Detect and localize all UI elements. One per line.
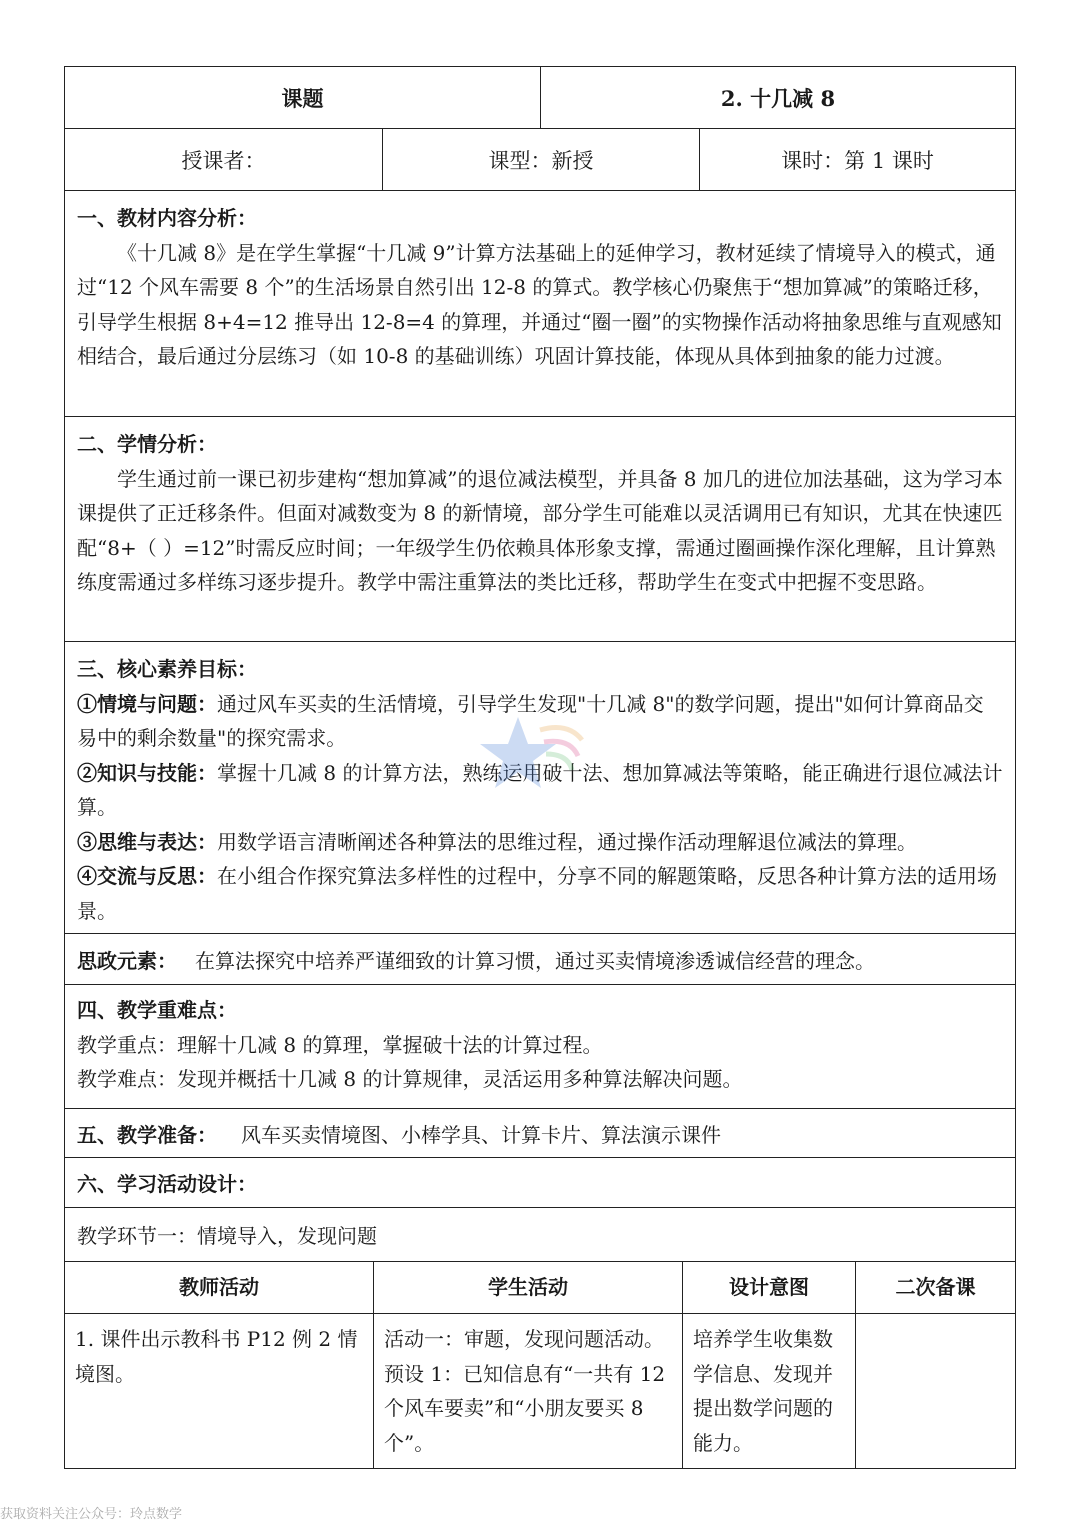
section5-title: 五、教学准备： — [77, 1122, 217, 1147]
meta-row — [64, 129, 1016, 191]
section6-title: 六、学习活动设计： — [77, 1172, 257, 1196]
goal-label: ①情境与问题： — [77, 691, 217, 716]
col-teacher-activity: 教师活动 — [179, 1275, 259, 1300]
stage-row — [64, 1208, 1016, 1262]
teacher-label: 授课者： — [181, 148, 266, 173]
second-prep-cell — [855, 1314, 1015, 1468]
stage-title: 教学环节一：情境导入，发现问题 — [77, 1224, 377, 1248]
section4-title: 四、教学重难点： — [77, 998, 237, 1022]
teacher-activity-cell: 1. 课件出示教科书 P12 例 2 情境图。 — [75, 1327, 358, 1386]
section3-title: 三、核心素养目标： — [77, 657, 257, 681]
col-design-intent: 设计意图 — [682, 1262, 855, 1313]
goal-text: 在小组合作探究算法多样性的过程中，分享不同的解题策略，反思各种计算方法的适用场景。 — [77, 864, 997, 923]
topic-label: 课题 — [281, 85, 324, 111]
goal-label: ③思维与表达： — [77, 829, 217, 854]
footer-note: 获取资料关注公众号：玲点数学 — [0, 1507, 183, 1522]
period-label: 课时：第 1 课时 — [699, 129, 1015, 190]
goal-text: 用数学语言清晰阐述各种算法的思维过程，通过操作活动理解退位减法的算理。 — [217, 829, 917, 854]
goal-item — [77, 859, 1003, 928]
goal-text: 通过风车买卖的生活情境，引导学生发现"十几减 8"的数学问题，提出"如何计算商品交易中的剩余数量"的探究需求。 — [77, 691, 984, 750]
section1-title: 一、教材内容分析： — [77, 206, 257, 230]
ideology-text: 在算法探究中培养严谨细致的计算习惯，通过买卖情境渗透诚信经营的理念。 — [195, 948, 875, 973]
preparation-text: 风车买卖情境图、小棒学具、计算卡片、算法演示课件 — [241, 1122, 721, 1147]
difficulty-point: 教学难点：发现并概括十几减 8 的计算规律，灵活运用多种算法解决问题。 — [77, 1067, 743, 1091]
key-point: 教学重点：理解十几减 8 的算理，掌握破十法的计算过程。 — [77, 1032, 603, 1057]
section-key-points — [64, 985, 1016, 1109]
activity-table-header — [64, 1262, 1016, 1314]
ideology-row — [64, 934, 1016, 985]
design-intent-cell: 培养学生收集数学信息、发现并提出数学问题的能力。 — [682, 1314, 855, 1468]
goal-item — [77, 825, 1003, 860]
section1-body: 《十几减 8》是在学生掌握“十几减 9”计算方法基础上的延伸学习，教材延续了情境导入的模式，通过“12 个风车需要 8 个”的生活场景自然引出 12-8 的算式。教学核心仍聚焦于“想加算减”的策略迁移，引导学生根据 8+4=12 推导出 12-8=4 的算理，并通过“圈一圈”的实物操作活动将抽象思维与直观感知相结合，最后通过分层练习（如 10-8 的基础训练）巩固计算技能，体现从具体到抽象的能力过渡。 — [77, 240, 1002, 368]
table-row — [64, 1314, 1016, 1469]
goal-label: ②知识与技能： — [77, 760, 217, 785]
topic-row — [64, 66, 1016, 129]
section2-body: 学生通过前一课已初步建构“想加算减”的退位减法模型，并具备 8 加几的进位加法基础，这为学习本课提供了正迁移条件。但面对减数变为 8 的新情境，部分学生可能难以灵活调用已有知识，尤其在快速匹配“8+（ ）=12”时需反应时间；一年级学生仍依赖具体形象支撑，需通过圈画操作深化理解，且计算熟练度需通过多样练习逐步提升。教学中需注重算法的类比迁移，帮助学生在变式中把握不变思路。 — [77, 466, 1003, 594]
section-student-analysis — [64, 417, 1016, 642]
star-logo-icon — [478, 712, 588, 807]
goal-text: 掌握十几减 8 的计算方法，熟练运用破十法、想加算减法等策略，能正确进行退位减法计算。 — [77, 760, 1003, 819]
section-preparation — [64, 1109, 1016, 1158]
col-student-activity: 学生活动 — [373, 1262, 682, 1313]
section2-title: 二、学情分析： — [77, 432, 217, 456]
student-activity-cell: 活动一：审题，发现问题活动。预设 1：已知信息有“一共有 12 个风车要卖”和“小朋友要买 8 个”。 — [373, 1314, 682, 1468]
goal-label: ④交流与反思： — [77, 864, 217, 888]
ideology-label: 思政元素： — [77, 948, 177, 973]
section-textbook-analysis — [64, 191, 1016, 417]
type-label: 课型：新授 — [382, 129, 699, 190]
col-second-prep: 二次备课 — [855, 1262, 1015, 1313]
section-activity-design — [64, 1158, 1016, 1208]
watermark-logo — [478, 712, 588, 811]
topic-value: 2. 十几减 8 — [540, 67, 1015, 128]
